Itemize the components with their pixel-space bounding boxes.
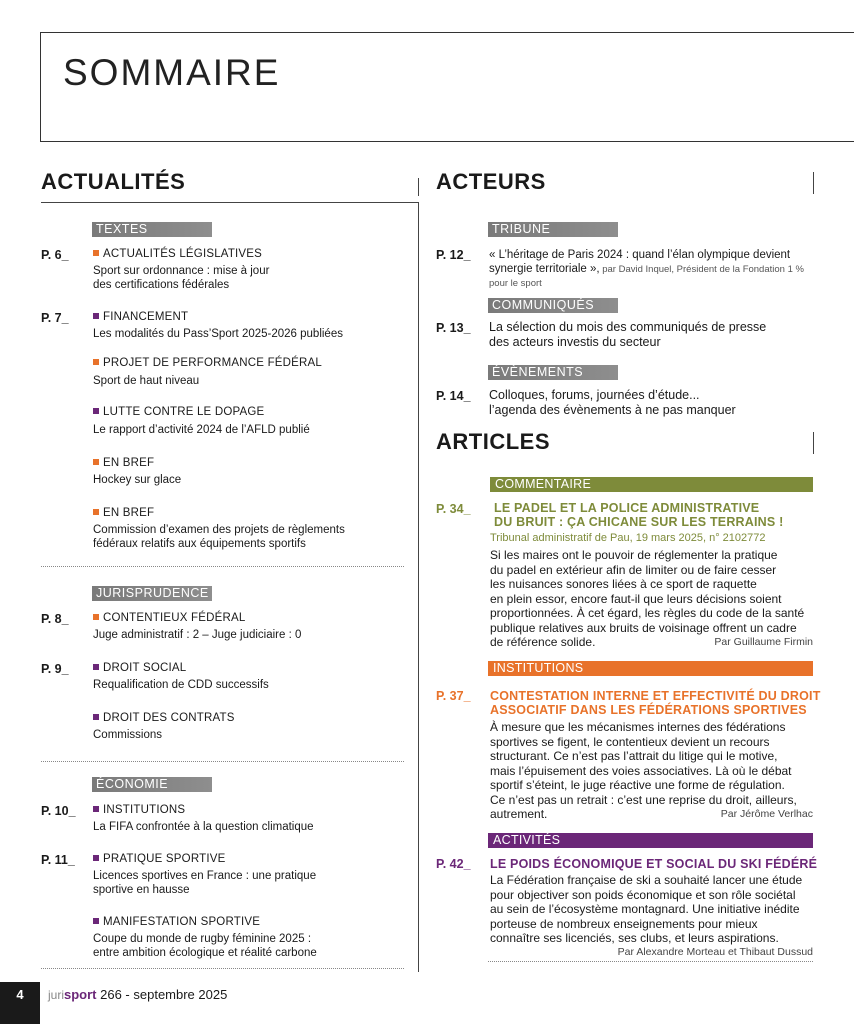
article-author: Par Alexandre Morteau et Thibaut Dussud [617, 946, 813, 958]
item-text: Hockey sur glace [93, 474, 182, 486]
article-body: La Fédération française de ski a souhaité lancer une étude pour objectiver son poids économique et son rôle sociétal au sein de l’écosystème montagnard. Une initiative inédite porteuse de nombreux enseignements pour mieux connaître ses licenciés, ses clubs, et leurs aspirations. [490, 873, 803, 945]
item-text: Commission d’examen des projets de règlements fédéraux relatifs aux équipements sportifs [93, 524, 345, 550]
page-number: P. 7_ [41, 311, 69, 325]
purple-square-icon [93, 855, 99, 861]
heading-rule [41, 202, 419, 203]
dotted-divider [488, 961, 813, 962]
article-body: Si les maires ont le pouvoir de réglementer la pratique du padel en extérieur afin de limiter ou de faire cesser les nuisances sonores liées à ce sport de raquette en plein essor, encore faut-il que leurs décisions soient proportionnées. À cet égard, les règles du code de la santé publique relatives aux bruits de voisinage offrent un cadre de référence solide. [490, 548, 805, 649]
section-label-textes: TEXTES [92, 222, 212, 237]
category: DROIT SOCIAL [93, 662, 186, 674]
item-text: Les modalités du Pass’Sport 2025-2026 publiées [93, 328, 343, 340]
category: LUTTE CONTRE LE DOPAGE [93, 406, 264, 418]
page-number: P. 8_ [41, 612, 69, 626]
article-reference: Tribunal administratif de Pau, 19 mars 2025, n° 2102772 [490, 532, 766, 544]
purple-square-icon [93, 806, 99, 812]
page-number: P. 37_ [436, 689, 471, 703]
item-text: Coupe du monde de rugby féminine 2025 : entre ambition écologique et réalité carbone [93, 933, 317, 959]
purple-square-icon [93, 714, 99, 720]
dotted-divider [41, 968, 404, 969]
page-number: P. 6_ [41, 248, 69, 262]
article-author: Par Jérôme Verlhac [720, 808, 813, 820]
purple-square-icon [93, 313, 99, 319]
category: CONTENTIEUX FÉDÉRAL [93, 612, 245, 624]
page-number: P. 12_ [436, 248, 471, 262]
item-text: Commissions [93, 729, 163, 741]
section-label-tribune: TRIBUNE [488, 222, 618, 237]
category: EN BREF [93, 507, 154, 519]
category: MANIFESTATION SPORTIVE [93, 916, 260, 928]
tribune-text: « L’héritage de Paris 2024 : quand l’élan olympique devient synergie territoriale », par David Inquel, Président de la Fondation 1 % pour le sport [489, 249, 804, 289]
purple-square-icon [93, 664, 99, 670]
dotted-divider [41, 566, 404, 567]
item-text: Le rapport d’activité 2024 de l’AFLD publié [93, 424, 310, 436]
item-text: Sport sur ordonnance : mise à jour des certifications fédérales [93, 265, 270, 291]
article-author: Par Guillaume Firmin [714, 636, 813, 648]
section-label-communiques: COMMUNIQUÉS [488, 298, 618, 313]
category: EN BREF [93, 457, 154, 469]
article-title: LE POIDS ÉCONOMIQUE ET SOCIAL DU SKI FÉDÉRÉ [490, 857, 818, 871]
orange-square-icon [93, 459, 99, 465]
page-number: P. 34_ [436, 502, 471, 516]
article-body: À mesure que les mécanismes internes des fédérations sportives se figent, le contentieux devient un recours structurant. Ce n’est pas l’attrait du litige qui le motive, mais l’épuisement des voies associatives. Là où le débat sportif s’éteint, le juge réactive une forme de régulation. Ce n’est pas un retrait : c’est une reprise du droit, ailleurs, autrement. [490, 720, 797, 821]
category: ACTUALITÉS LÉGISLATIVES [93, 248, 262, 260]
purple-square-icon [93, 408, 99, 414]
footer-brand: jurisport 266 - septembre 2025 [48, 987, 228, 1002]
category: DROIT DES CONTRATS [93, 712, 235, 724]
section-heading-articles: ARTICLES [436, 429, 550, 454]
item-text: Licences sportives en France : une pratique sportive en hausse [93, 870, 317, 896]
category: FINANCEMENT [93, 311, 188, 323]
evenements-text: Colloques, forums, journées d’étude... l’agenda des évènements à ne pas manquer [489, 388, 736, 417]
orange-square-icon [93, 359, 99, 365]
article-title: CONTESTATION INTERNE ET EFFECTIVITÉ DU DROIT ASSOCIATIF DANS LES FÉDÉRATIONS SPORTIVES [490, 689, 821, 717]
column-divider-long [418, 202, 419, 972]
orange-square-icon [93, 509, 99, 515]
item-text: Requalification de CDD successifs [93, 679, 269, 691]
orange-square-icon [93, 614, 99, 620]
item-text: Juge administratif : 2 – Juge judiciaire : 0 [93, 629, 302, 641]
category: INSTITUTIONS [93, 804, 185, 816]
article-title: LE PADEL ET LA POLICE ADMINISTRATIVE DU BRUIT : ÇA CHICANE SUR LES TERRAINS ! [494, 501, 784, 529]
purple-square-icon [93, 918, 99, 924]
page-number: P. 14_ [436, 389, 471, 403]
item-text: La FIFA confrontée à la question climatique [93, 821, 314, 833]
section-label-economie: ÉCONOMIE [92, 777, 212, 792]
page-number: P. 11_ [41, 853, 75, 867]
section-label-jurisprudence: JURISPRUDENCE [92, 586, 212, 601]
section-heading-acteurs: ACTEURS [436, 169, 546, 194]
page-number-badge: 4 [0, 982, 40, 1024]
item-text: Sport de haut niveau [93, 375, 200, 387]
section-label-evenements: ÉVÈNEMENTS [488, 365, 618, 380]
page-number: P. 10_ [41, 804, 76, 818]
communiques-text: La sélection du mois des communiqués de presse des acteurs investis du secteur [489, 320, 767, 349]
dotted-divider [41, 761, 404, 762]
section-heading-actualites: ACTUALITÉS [41, 169, 186, 194]
section-label-institutions: INSTITUTIONS [488, 661, 813, 676]
page-number: P. 13_ [436, 321, 471, 335]
heading-end-bar [813, 432, 814, 454]
page-number: P. 9_ [41, 662, 69, 676]
section-label-activites: ACTIVITÉS [488, 833, 813, 848]
heading-end-bar [813, 172, 814, 194]
section-label-commentaire: COMMENTAIRE [490, 477, 813, 492]
column-divider [418, 178, 419, 196]
page-number: P. 42_ [436, 857, 471, 871]
orange-square-icon [93, 250, 99, 256]
category: PROJET DE PERFORMANCE FÉDÉRAL [93, 357, 322, 369]
page-title: SOMMAIRE [63, 52, 281, 93]
category: PRATIQUE SPORTIVE [93, 853, 225, 865]
